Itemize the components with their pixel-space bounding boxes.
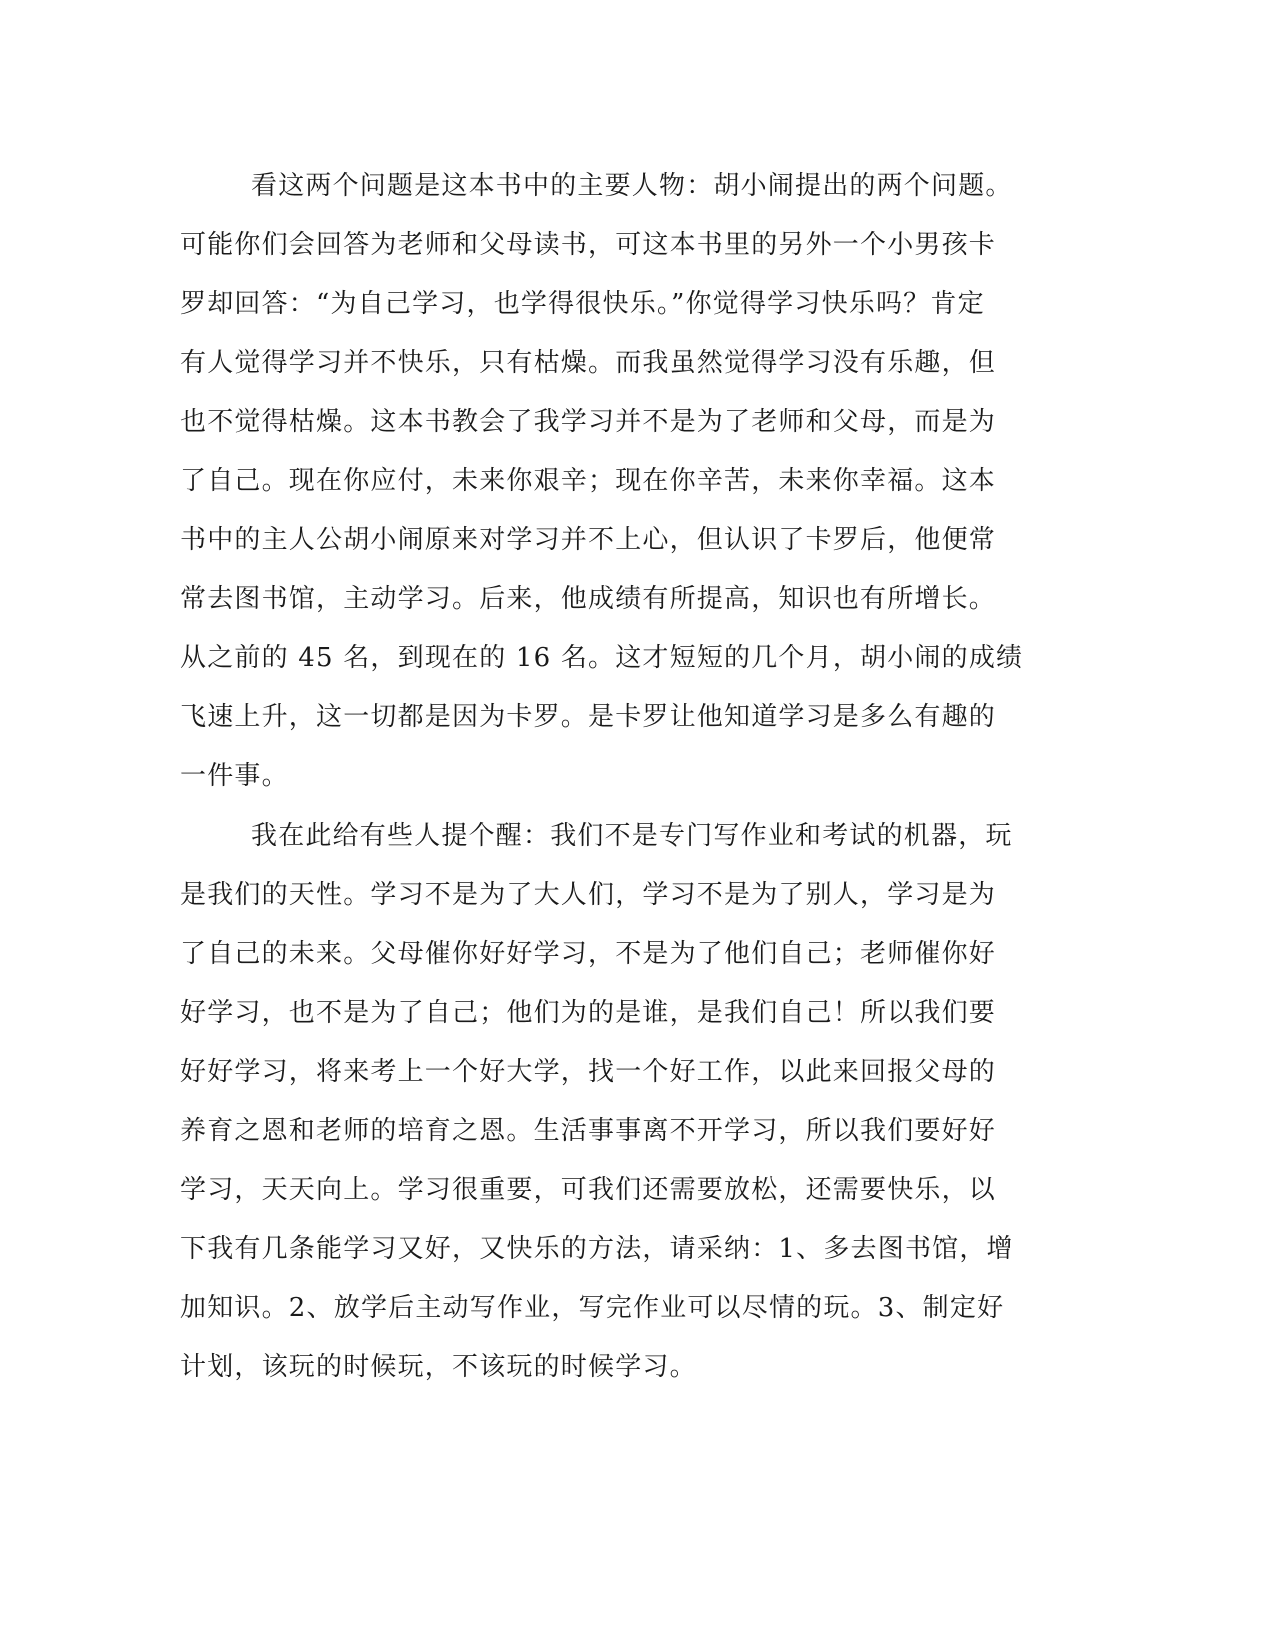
text-line: 了自己。现在你应付，未来你艰辛；现在你辛苦，未来你幸福。这本 [180,466,997,496]
text-line: 从之前的 45 名，到现在的 16 名。这才短短的几个月，胡小闹的成绩 [180,643,1024,673]
text-line: 也不觉得枯燥。这本书教会了我学习并不是为了老师和父母，而是为 [180,407,997,437]
text-line: 好好学习，将来考上一个好大学，找一个好工作，以此来回报父母的 [180,1057,997,1087]
text-line: 飞速上升，这一切都是因为卡罗。是卡罗让他知道学习是多么有趣的 [180,702,997,732]
text-line: 养育之恩和老师的培育之恩。生活事事离不开学习，所以我们要好好 [180,1116,997,1146]
text-line: 看这两个问题是这本书中的主要人物：胡小闹提出的两个问题。 [251,171,1013,201]
text-line: 下我有几条能学习又好，又快乐的方法，请采纳：1、多去图书馆，增 [180,1234,1014,1264]
text-line: 是我们的天性。学习不是为了大人们，学习不是为了别人，学习是为 [180,880,997,910]
text-line: 了自己的未来。父母催你好好学习，不是为了他们自己；老师催你好 [180,939,997,969]
text-line: 有人觉得学习并不快乐，只有枯燥。而我虽然觉得学习没有乐趣，但 [180,348,997,378]
text-line: 我在此给有些人提个醒：我们不是专门写作业和考试的机器，玩 [251,821,1013,851]
text-line: 学习，天天向上。学习很重要，可我们还需要放松，还需要快乐，以 [180,1175,997,1205]
text-line: 好学习，也不是为了自己；他们为的是谁，是我们自己！所以我们要 [180,998,997,1028]
paragraph-1 [180,157,1030,806]
text-line: 加知识。2、放学后主动写作业，写完作业可以尽情的玩。3、制定好 [180,1293,1005,1323]
text-line: 罗却回答：“为自己学习，也学得很快乐。”你觉得学习快乐吗？肯定 [180,289,985,319]
text-line: 常去图书馆，主动学习。后来，他成绩有所提高，知识也有所增长。 [180,584,997,614]
text-line: 可能你们会回答为老师和父母读书，可这本书里的另外一个小男孩卡 [180,230,997,260]
paragraph-2 [180,807,1030,1397]
text-line: 计划，该玩的时候玩，不该玩的时候学习。 [180,1352,697,1382]
text-line: 书中的主人公胡小闹原来对学习并不上心，但认识了卡罗后，他便常 [180,525,997,555]
text-line: 一件事。 [180,761,289,791]
